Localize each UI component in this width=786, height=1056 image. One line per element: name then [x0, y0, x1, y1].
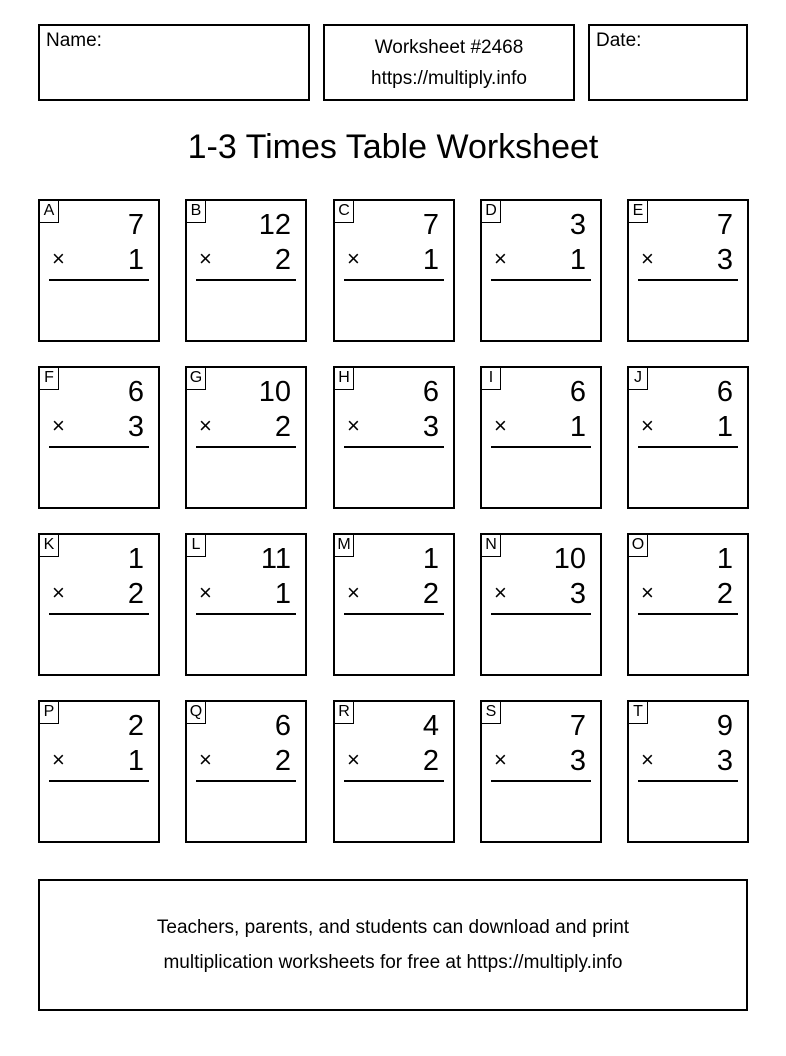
problem-card	[480, 700, 602, 843]
multiplier: 2	[274, 745, 291, 777]
multiplier: 3	[569, 578, 586, 610]
multiplicand: 6	[569, 376, 586, 408]
times-symbol: ×	[347, 747, 360, 772]
multiplier: 3	[716, 745, 733, 777]
times-symbol: ×	[199, 246, 212, 271]
multiplicand: 7	[127, 209, 144, 241]
multiplier: 3	[127, 411, 144, 443]
worksheet-url: https://multiply.info	[371, 68, 527, 89]
problem-card	[333, 533, 455, 676]
answer-line	[49, 279, 149, 281]
times-symbol: ×	[199, 413, 212, 438]
answer-line	[638, 780, 738, 782]
problem-card	[38, 199, 160, 342]
problem-letter: S	[482, 702, 501, 724]
footer-text-line-1: Teachers, parents, and students can download and print	[156, 917, 630, 938]
multiplier: 3	[716, 244, 733, 276]
problem-card	[38, 700, 160, 843]
multiplicand: 1	[716, 543, 733, 575]
answer-line	[491, 613, 591, 615]
times-symbol: ×	[494, 246, 507, 271]
answer-line	[344, 613, 444, 615]
times-symbol: ×	[347, 580, 360, 605]
problem-card	[480, 366, 602, 509]
multiplier: 2	[127, 578, 144, 610]
multiplier: 3	[422, 411, 439, 443]
answer-line	[491, 446, 591, 448]
multiplicand: 10	[553, 543, 586, 575]
multiplier: 1	[127, 745, 144, 777]
times-symbol: ×	[199, 747, 212, 772]
problem-letter: P	[40, 702, 59, 724]
times-symbol: ×	[641, 580, 654, 605]
answer-line	[638, 279, 738, 281]
multiplier: 1	[274, 578, 291, 610]
worksheet-info-box	[323, 24, 575, 101]
multiplier: 2	[422, 578, 439, 610]
times-symbol: ×	[347, 413, 360, 438]
multiplier: 2	[716, 578, 733, 610]
problem-card	[627, 366, 749, 509]
multiplicand: 7	[716, 209, 733, 241]
answer-line	[49, 613, 149, 615]
multiplicand: 7	[422, 209, 439, 241]
multiplicand: 6	[274, 710, 291, 742]
answer-line	[491, 780, 591, 782]
problem-card	[185, 199, 307, 342]
problem-letter: I	[482, 368, 501, 390]
problem-letter: Q	[187, 702, 206, 724]
date-label: Date:	[596, 30, 642, 51]
multiplicand: 6	[422, 376, 439, 408]
times-symbol: ×	[494, 413, 507, 438]
multiplier: 1	[422, 244, 439, 276]
multiplier: 2	[274, 411, 291, 443]
times-symbol: ×	[347, 246, 360, 271]
problem-letter: C	[335, 201, 354, 223]
multiplier: 1	[569, 244, 586, 276]
problem-letter: E	[629, 201, 648, 223]
problem-card	[333, 199, 455, 342]
times-symbol: ×	[641, 246, 654, 271]
problem-grid	[38, 199, 749, 842]
multiplier: 3	[569, 745, 586, 777]
multiplicand: 6	[127, 376, 144, 408]
answer-line	[196, 279, 296, 281]
multiplier: 2	[422, 745, 439, 777]
problem-letter: N	[482, 535, 501, 557]
problem-letter: H	[335, 368, 354, 390]
problem-card	[185, 700, 307, 843]
page-title: 1-3 Times Table Worksheet	[187, 128, 599, 166]
multiplicand: 12	[258, 209, 291, 241]
problem-card	[38, 533, 160, 676]
problem-card	[333, 366, 455, 509]
problem-letter: T	[629, 702, 648, 724]
answer-line	[49, 780, 149, 782]
problem-card	[480, 199, 602, 342]
multiplicand: 2	[127, 710, 144, 742]
problem-letter: K	[40, 535, 59, 557]
times-symbol: ×	[52, 246, 65, 271]
answer-line	[638, 446, 738, 448]
answer-line	[196, 780, 296, 782]
answer-line	[491, 279, 591, 281]
times-symbol: ×	[494, 747, 507, 772]
multiplier: 2	[274, 244, 291, 276]
answer-line	[344, 446, 444, 448]
multiplier: 1	[569, 411, 586, 443]
problem-letter: B	[187, 201, 206, 223]
problem-card	[627, 700, 749, 843]
answer-line	[196, 446, 296, 448]
footer-text-line-2: multiplication worksheets for free at https://multiply.info	[163, 952, 623, 973]
problem-letter: F	[40, 368, 59, 390]
multiplicand: 1	[127, 543, 144, 575]
answer-line	[196, 613, 296, 615]
name-label: Name:	[46, 30, 102, 51]
multiplicand: 6	[716, 376, 733, 408]
problem-letter: A	[40, 201, 59, 223]
problem-letter: J	[629, 368, 648, 390]
answer-line	[344, 780, 444, 782]
problem-card	[480, 533, 602, 676]
multiplicand: 1	[422, 543, 439, 575]
answer-line	[638, 613, 738, 615]
times-symbol: ×	[641, 747, 654, 772]
footer-box	[38, 879, 748, 1011]
problem-letter: G	[187, 368, 206, 390]
problem-card	[333, 700, 455, 843]
problem-letter: O	[629, 535, 648, 557]
answer-line	[344, 279, 444, 281]
multiplier: 1	[127, 244, 144, 276]
times-symbol: ×	[52, 413, 65, 438]
date-field-box[interactable]	[588, 24, 748, 101]
answer-line	[49, 446, 149, 448]
problem-card	[38, 366, 160, 509]
times-symbol: ×	[52, 580, 65, 605]
multiplicand: 9	[716, 710, 733, 742]
problem-card	[627, 199, 749, 342]
problem-card	[185, 366, 307, 509]
worksheet-number: Worksheet #2468	[374, 37, 524, 58]
name-field-box[interactable]	[38, 24, 310, 101]
multiplicand: 4	[422, 710, 439, 742]
multiplier: 1	[716, 411, 733, 443]
multiplicand: 3	[569, 209, 586, 241]
problem-letter: R	[335, 702, 354, 724]
multiplicand: 10	[258, 376, 291, 408]
problem-letter: L	[187, 535, 206, 557]
problem-card	[185, 533, 307, 676]
times-symbol: ×	[641, 413, 654, 438]
times-symbol: ×	[52, 747, 65, 772]
problem-card	[627, 533, 749, 676]
problem-letter: D	[482, 201, 501, 223]
multiplicand: 7	[569, 710, 586, 742]
times-symbol: ×	[199, 580, 212, 605]
problem-letter: M	[335, 535, 354, 557]
times-symbol: ×	[494, 580, 507, 605]
multiplicand: 11	[260, 543, 291, 575]
